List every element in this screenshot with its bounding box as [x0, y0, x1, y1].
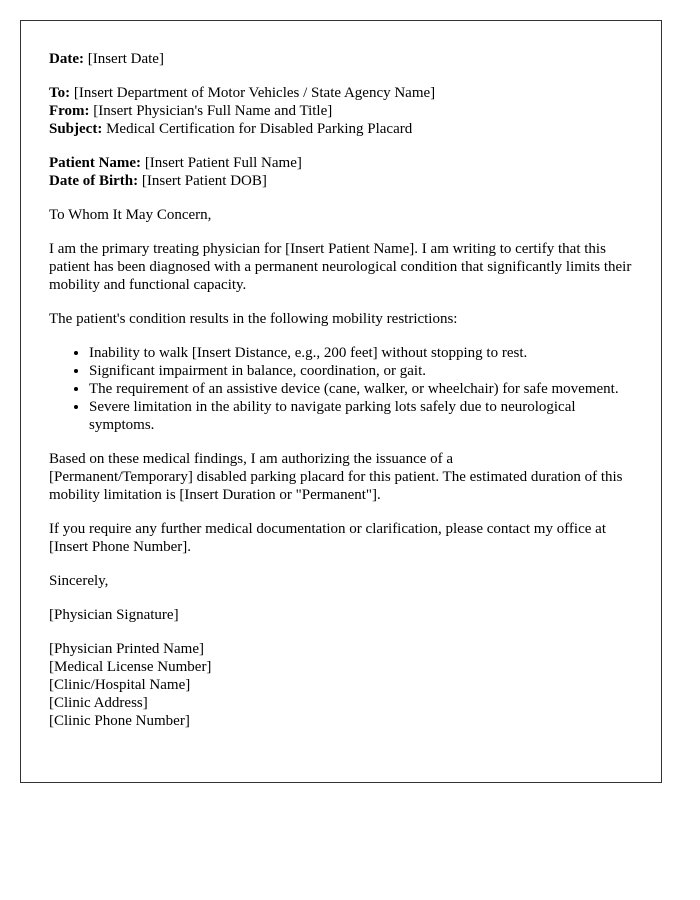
clinic-phone: [Clinic Phone Number]	[49, 713, 190, 729]
list-item: • Inability to walk [Insert Distance, e.g., 200 feet] without stopping to rest.	[89, 344, 633, 362]
clinic-address: [Clinic Address]	[49, 695, 148, 711]
sign-off: Sincerely,	[49, 573, 109, 589]
from-value: [Insert Physician's Full Name and Title]	[89, 103, 333, 119]
restrictions-intro: The patient's condition results in the following mobility restrictions:	[49, 311, 458, 327]
authorization-line-1: Based on these medical findings, I am authorizing the issuance of a	[49, 451, 454, 467]
clinic-name: [Clinic/Hospital Name]	[49, 677, 191, 693]
routing-block	[49, 84, 633, 138]
authorization-paragraph	[49, 450, 633, 504]
printed-name: [Physician Printed Name]	[49, 641, 204, 657]
patient-block	[49, 154, 633, 190]
to-value: [Insert Department of Motor Vehicles / State Agency Name]	[70, 85, 436, 101]
from-label: From:	[49, 103, 90, 119]
subject-label: Subject:	[49, 121, 103, 137]
patient-name-line	[49, 154, 633, 172]
restrictions-list	[49, 344, 633, 434]
license-number: [Medical License Number]	[49, 659, 212, 675]
intro-paragraph: I am the primary treating physician for [Insert Patient Name]. I am writing to certify that this patient has been diagnosed with a permanent neurological condition that significantly limits their mobility and functional capacity.	[49, 241, 632, 293]
to-label: To:	[49, 85, 71, 101]
signature-block	[49, 640, 633, 730]
authorization-line-2: [Permanent/Temporary] disabled parking placard for this patient. The estimated duration of this mobility limitation is [Insert Duration or "Permanent"].	[49, 469, 623, 503]
patient-name-label: Patient Name:	[49, 155, 142, 171]
patient-name-value: [Insert Patient Full Name]	[141, 155, 302, 171]
date-block	[49, 50, 633, 68]
date-value: [Insert Date]	[83, 51, 164, 67]
contact-paragraph: If you require any further medical documentation or clarification, please contact my office at [Insert Phone Number].	[49, 521, 606, 555]
patient-dob-value: [Insert Patient DOB]	[138, 173, 267, 189]
patient-dob-line	[49, 172, 633, 190]
to-line	[49, 84, 633, 102]
list-item: • Significant impairment in balance, coordination, or gait.	[89, 362, 633, 380]
patient-dob-label: Date of Birth:	[49, 173, 139, 189]
list-item: • The requirement of an assistive device (cane, walker, or wheelchair) for safe movement.	[89, 380, 633, 398]
list-item: • Severe limitation in the ability to navigate parking lots safely due to neurological symptoms.	[89, 398, 633, 434]
subject-value: Medical Certification for Disabled Parking Placard	[102, 121, 413, 137]
date-label: Date:	[49, 51, 84, 67]
signature-placeholder: [Physician Signature]	[49, 607, 179, 623]
date-line	[49, 50, 633, 68]
from-line	[49, 102, 633, 120]
salutation: To Whom It May Concern,	[49, 207, 212, 223]
letter	[20, 20, 662, 783]
subject-line	[49, 120, 633, 138]
